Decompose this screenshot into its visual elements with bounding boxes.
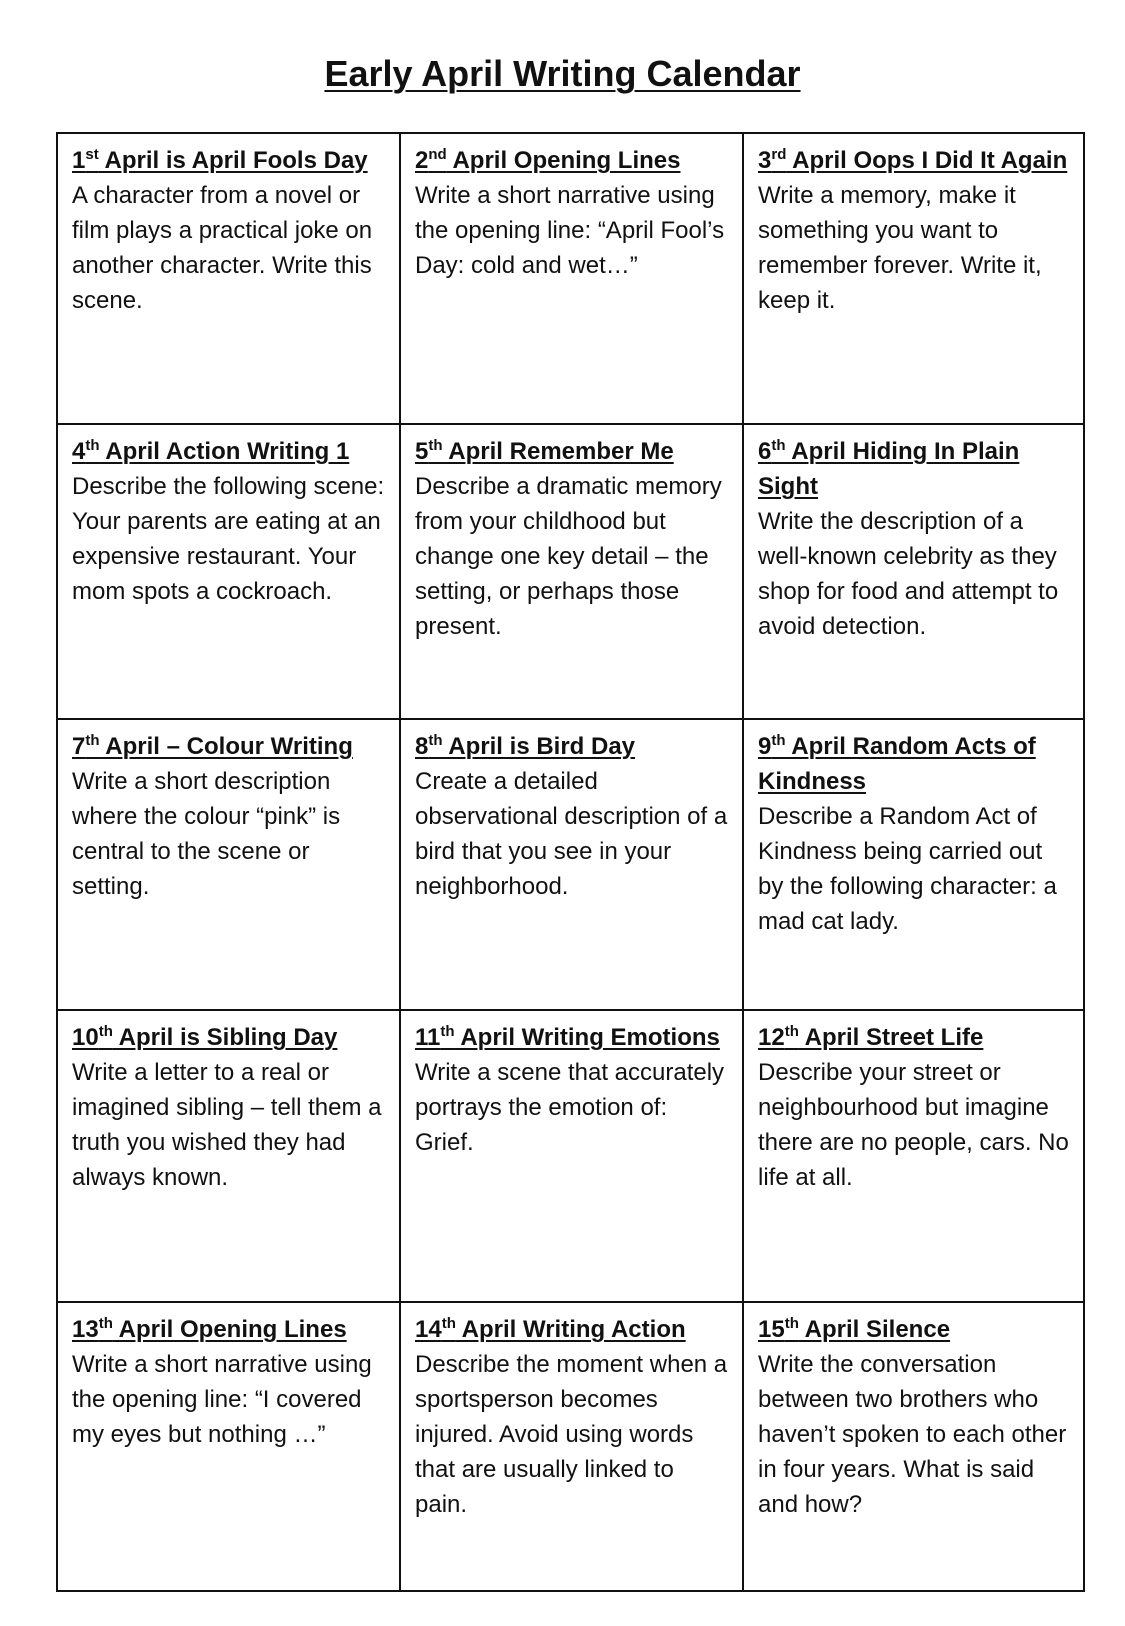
cell-prompt: Create a detailed observational description of a bird that you see in your neighborhood. bbox=[415, 768, 728, 900]
cell-heading: 12th April Street Life bbox=[758, 1023, 984, 1051]
cell-prompt: Write a scene that accurately portrays the emotion of: Grief. bbox=[415, 1059, 725, 1156]
calendar-cell-april-5 bbox=[401, 425, 744, 720]
cell-prompt: Write a short description where the colour “pink” is central to the scene or setting. bbox=[72, 768, 341, 900]
calendar-cell-april-3 bbox=[744, 134, 1083, 425]
calendar-cell-april-9 bbox=[744, 720, 1083, 1011]
page-title: Early April Writing Calendar bbox=[324, 53, 801, 94]
cell-heading: 10th April is Sibling Day bbox=[72, 1023, 338, 1051]
calendar-cell-april-6 bbox=[744, 425, 1083, 720]
cell-prompt: Describe a Random Act of Kindness being carried out by the following character: a mad cat lady. bbox=[758, 803, 1057, 935]
cell-prompt: Describe the following scene: Your parents are eating at an expensive restaurant. Your mom spots a cockroach. bbox=[72, 473, 385, 605]
calendar-cell-april-15 bbox=[744, 1303, 1083, 1590]
cell-heading: 8th April is Bird Day bbox=[415, 732, 636, 760]
cell-heading: 6th April Hiding In Plain Sight bbox=[758, 437, 1020, 500]
calendar-cell-april-12 bbox=[744, 1011, 1083, 1303]
calendar-cell-april-7 bbox=[58, 720, 401, 1011]
cell-heading: 15th April Silence bbox=[758, 1315, 951, 1343]
cell-heading: 14th April Writing Action bbox=[415, 1315, 686, 1343]
cell-prompt: Write a short narrative using the opening line: “I covered my eyes but nothing …” bbox=[72, 1351, 372, 1448]
cell-prompt: Write the conversation between two brothers who haven’t spoken to each other in four years. What is said and how? bbox=[758, 1351, 1067, 1518]
cell-prompt: Write the description of a well-known celebrity as they shop for food and attempt to avoid detection. bbox=[758, 508, 1059, 640]
cell-heading: 5th April Remember Me bbox=[415, 437, 674, 465]
calendar-cell-april-8 bbox=[401, 720, 744, 1011]
calendar-cell-april-4 bbox=[58, 425, 401, 720]
cell-heading: 9th April Random Acts of Kindness bbox=[758, 732, 1036, 795]
calendar-cell-april-13 bbox=[58, 1303, 401, 1590]
cell-prompt: Write a memory, make it something you want to remember forever. Write it, keep it. bbox=[758, 182, 1042, 314]
calendar-grid bbox=[56, 132, 1085, 1592]
calendar-cell-april-10 bbox=[58, 1011, 401, 1303]
cell-prompt: Write a short narrative using the opening line: “April Fool’s Day: cold and wet…” bbox=[415, 182, 725, 279]
cell-heading: 1st April is April Fools Day bbox=[72, 146, 368, 174]
cell-prompt: Write a letter to a real or imagined sibling – tell them a truth you wished they had always known. bbox=[72, 1059, 382, 1191]
cell-heading: 13th April Opening Lines bbox=[72, 1315, 347, 1343]
cell-heading: 7th April – Colour Writing bbox=[72, 732, 353, 760]
cell-heading: 11th April Writing Emotions bbox=[415, 1023, 720, 1051]
cell-prompt: Describe your street or neighbourhood but imagine there are no people, cars. No life at all. bbox=[758, 1059, 1069, 1191]
cell-heading: 4th April Action Writing 1 bbox=[72, 437, 350, 465]
cell-prompt: Describe a dramatic memory from your childhood but change one key detail – the setting, or perhaps those present. bbox=[415, 473, 722, 640]
cell-heading: 3rd April Oops I Did It Again bbox=[758, 146, 1068, 174]
calendar-cell-april-11 bbox=[401, 1011, 744, 1303]
calendar-cell-april-2 bbox=[401, 134, 744, 425]
cell-prompt: A character from a novel or film plays a practical joke on another character. Write this scene. bbox=[72, 182, 373, 314]
calendar-cell-april-1 bbox=[58, 134, 401, 425]
calendar-cell-april-14 bbox=[401, 1303, 744, 1590]
cell-heading: 2nd April Opening Lines bbox=[415, 146, 681, 174]
cell-prompt: Describe the moment when a sportsperson becomes injured. Avoid using words that are usually linked to pain. bbox=[415, 1351, 728, 1518]
